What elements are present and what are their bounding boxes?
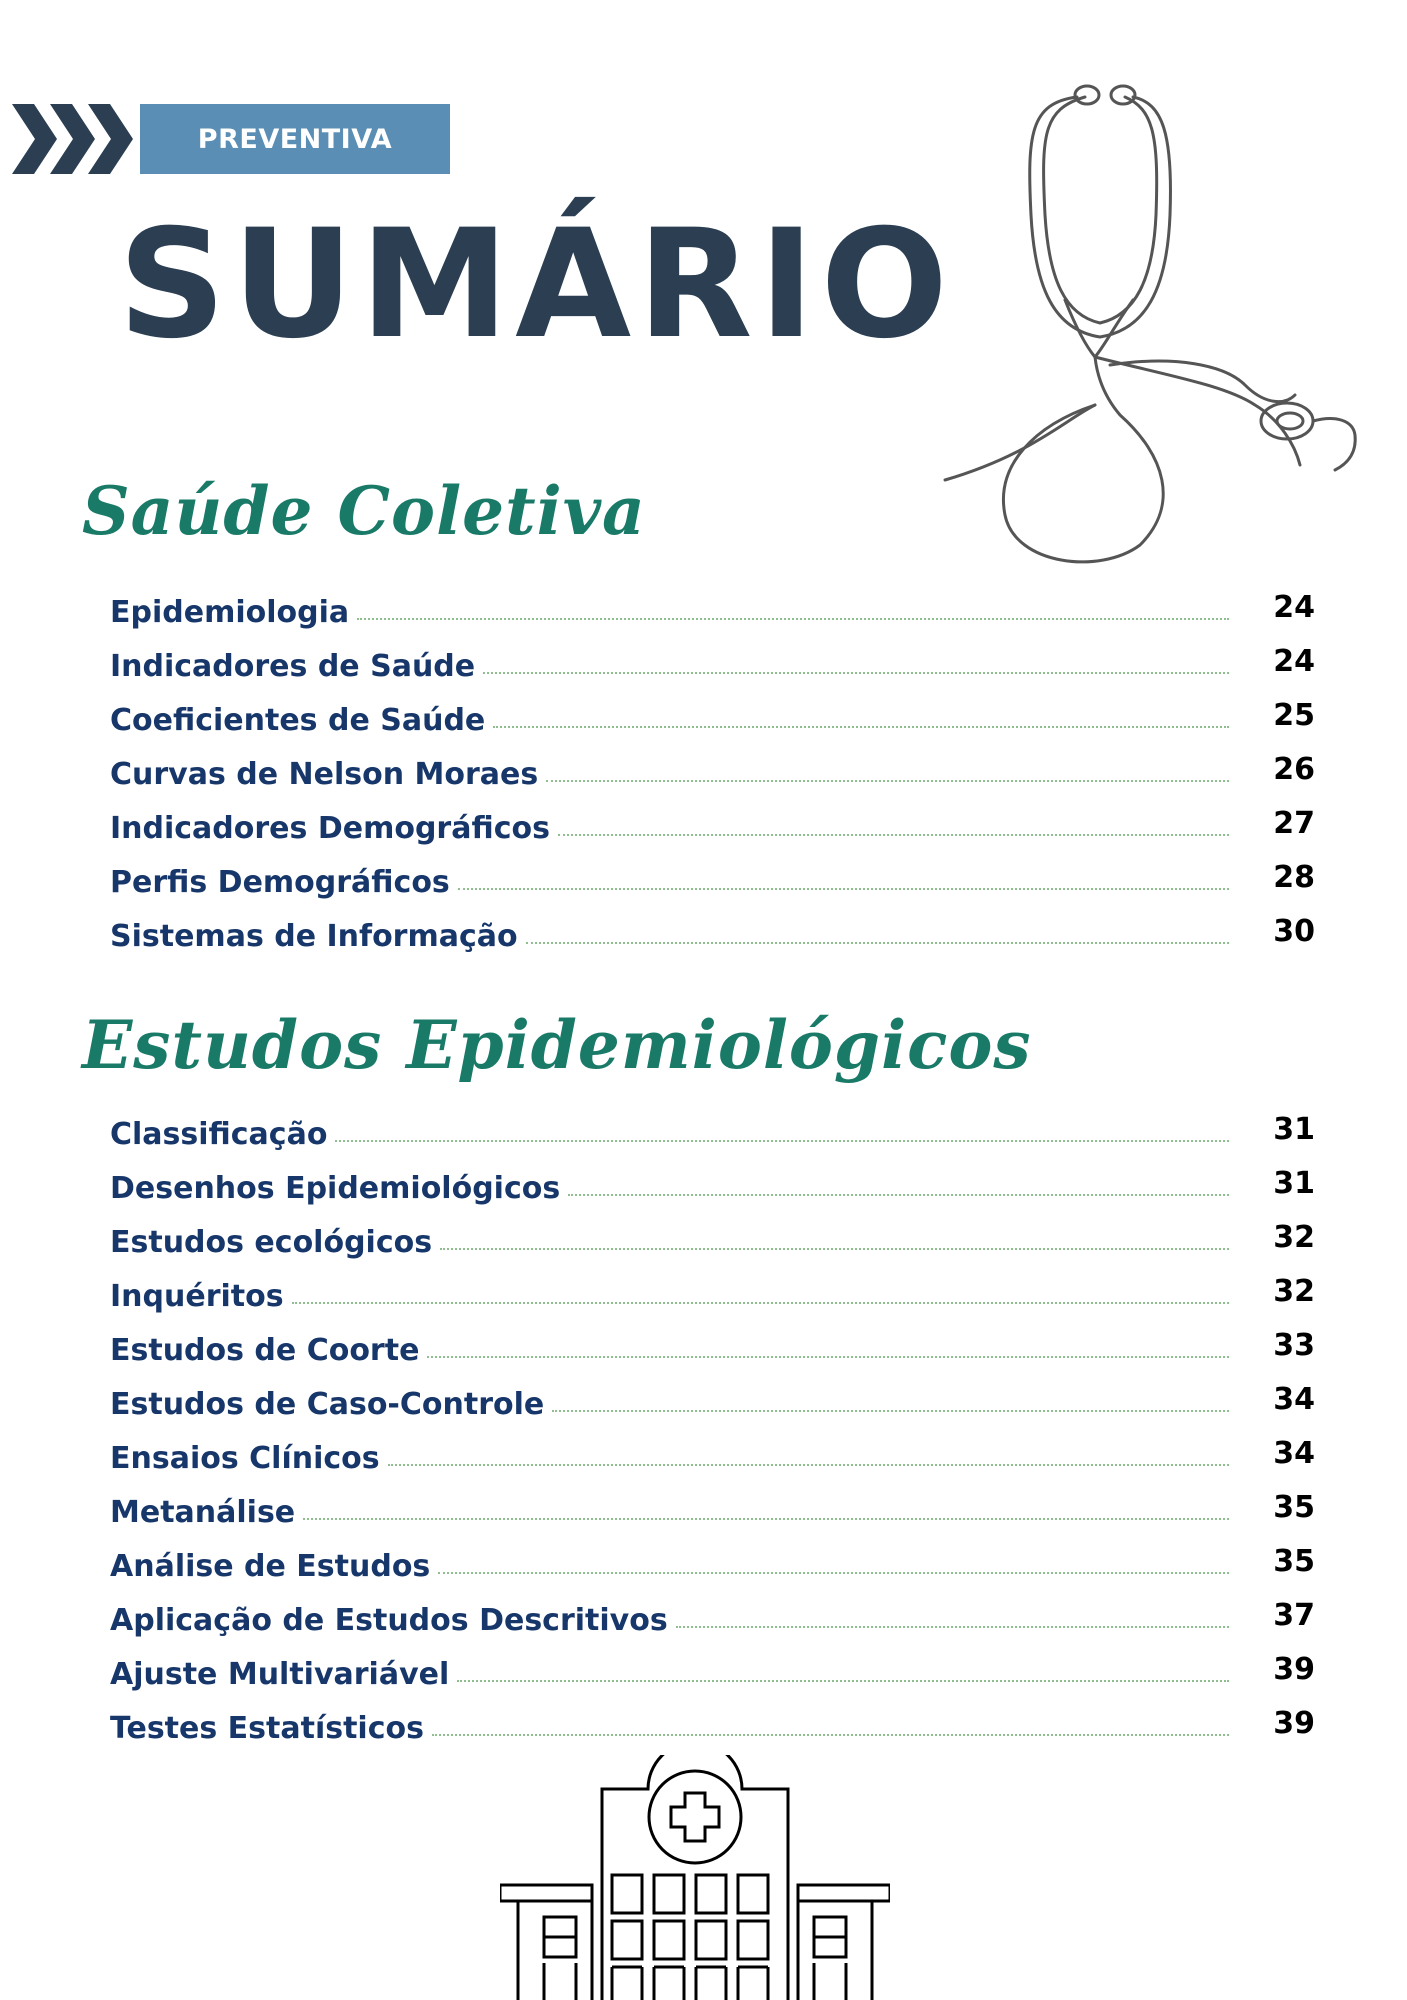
- toc-item-label: Indicadores de Saúde: [110, 648, 476, 684]
- dot-leader: [568, 1194, 1229, 1196]
- toc-item-page: 31: [1273, 1111, 1315, 1147]
- toc-item[interactable]: [110, 1431, 1315, 1485]
- toc-item[interactable]: [110, 1485, 1315, 1539]
- toc-item-page: 34: [1273, 1381, 1315, 1417]
- toc-item-page: 35: [1273, 1543, 1315, 1579]
- dot-leader: [676, 1626, 1229, 1628]
- stethoscope-icon: [935, 75, 1375, 565]
- toc-list-estudos-epidemiologicos: [110, 1107, 1315, 1755]
- toc-item[interactable]: [110, 1701, 1315, 1755]
- toc-item-label: Epidemiologia: [110, 594, 350, 630]
- dot-leader: [427, 1356, 1229, 1358]
- toc-item-page: 31: [1273, 1165, 1315, 1201]
- toc-item-page: 24: [1273, 643, 1315, 679]
- toc-item-page: 25: [1273, 697, 1315, 733]
- toc-item[interactable]: [110, 639, 1315, 693]
- toc-item[interactable]: [110, 693, 1315, 747]
- dot-leader: [388, 1464, 1229, 1466]
- toc-item[interactable]: [110, 1539, 1315, 1593]
- toc-item-label: Classificação: [110, 1116, 328, 1152]
- toc-item-page: 28: [1273, 859, 1315, 895]
- chevrons-icon: [12, 104, 142, 174]
- dot-leader: [546, 780, 1229, 782]
- page-title: SUMÁRIO: [118, 198, 955, 372]
- toc-item-label: Sistemas de Informação: [110, 918, 518, 954]
- dot-leader: [432, 1734, 1229, 1736]
- dot-leader: [552, 1410, 1229, 1412]
- dot-leader: [440, 1248, 1229, 1250]
- dot-leader: [457, 1680, 1229, 1682]
- toc-item-label: Curvas de Nelson Moraes: [110, 756, 539, 792]
- toc-item-label: Testes Estatísticos: [110, 1710, 424, 1746]
- dot-leader: [458, 888, 1229, 890]
- toc-item-label: Perfis Demográficos: [110, 864, 450, 900]
- toc-item[interactable]: [110, 1161, 1315, 1215]
- toc-item[interactable]: [110, 1269, 1315, 1323]
- toc-item-label: Inquéritos: [110, 1278, 284, 1314]
- toc-item-page: 32: [1273, 1273, 1315, 1309]
- toc-item-page: 24: [1273, 589, 1315, 625]
- toc-item-label: Coeficientes de Saúde: [110, 702, 486, 738]
- section-title-estudos-epidemiologicos: Estudos Epidemiológicos: [82, 1006, 1032, 1084]
- toc-item-page: 34: [1273, 1435, 1315, 1471]
- dot-leader: [303, 1518, 1229, 1520]
- dot-leader: [292, 1302, 1229, 1304]
- toc-item[interactable]: [110, 909, 1315, 963]
- toc-item[interactable]: [110, 1647, 1315, 1701]
- toc-item-label: Análise de Estudos: [110, 1548, 431, 1584]
- dot-leader: [483, 672, 1229, 674]
- toc-item[interactable]: [110, 1593, 1315, 1647]
- toc-item-label: Estudos de Caso-Controle: [110, 1386, 545, 1422]
- dot-leader: [335, 1140, 1229, 1142]
- toc-item-label: Estudos de Coorte: [110, 1332, 420, 1368]
- hospital-icon: [500, 1755, 890, 2000]
- toc-item-label: Aplicação de Estudos Descritivos: [110, 1602, 668, 1638]
- category-badge: PREVENTIVA: [140, 104, 450, 174]
- dot-leader: [526, 942, 1229, 944]
- toc-item-label: Desenhos Epidemiológicos: [110, 1170, 561, 1206]
- toc-item-label: Estudos ecológicos: [110, 1224, 433, 1260]
- toc-item[interactable]: [110, 1215, 1315, 1269]
- toc-item[interactable]: [110, 585, 1315, 639]
- toc-item-page: 33: [1273, 1327, 1315, 1363]
- dot-leader: [558, 834, 1229, 836]
- section-title-saude-coletiva: Saúde Coletiva: [82, 472, 646, 550]
- toc-item-page: 39: [1273, 1651, 1315, 1687]
- toc-item[interactable]: [110, 855, 1315, 909]
- toc-item-page: 37: [1273, 1597, 1315, 1633]
- toc-item-label: Metanálise: [110, 1494, 296, 1530]
- dot-leader: [493, 726, 1229, 728]
- toc-list-saude-coletiva: [110, 585, 1315, 963]
- toc-item-page: 32: [1273, 1219, 1315, 1255]
- dot-leader: [438, 1572, 1229, 1574]
- toc-item-label: Ajuste Multivariável: [110, 1656, 450, 1692]
- toc-item[interactable]: [110, 801, 1315, 855]
- toc-item-label: Ensaios Clínicos: [110, 1440, 380, 1476]
- toc-item-page: 27: [1273, 805, 1315, 841]
- toc-item-label: Indicadores Demográficos: [110, 810, 550, 846]
- toc-item-page: 30: [1273, 913, 1315, 949]
- toc-item[interactable]: [110, 1377, 1315, 1431]
- toc-item[interactable]: [110, 1107, 1315, 1161]
- toc-item[interactable]: [110, 1323, 1315, 1377]
- toc-item[interactable]: [110, 747, 1315, 801]
- toc-item-page: 39: [1273, 1705, 1315, 1741]
- toc-item-page: 35: [1273, 1489, 1315, 1525]
- toc-item-page: 26: [1273, 751, 1315, 787]
- dot-leader: [357, 618, 1229, 620]
